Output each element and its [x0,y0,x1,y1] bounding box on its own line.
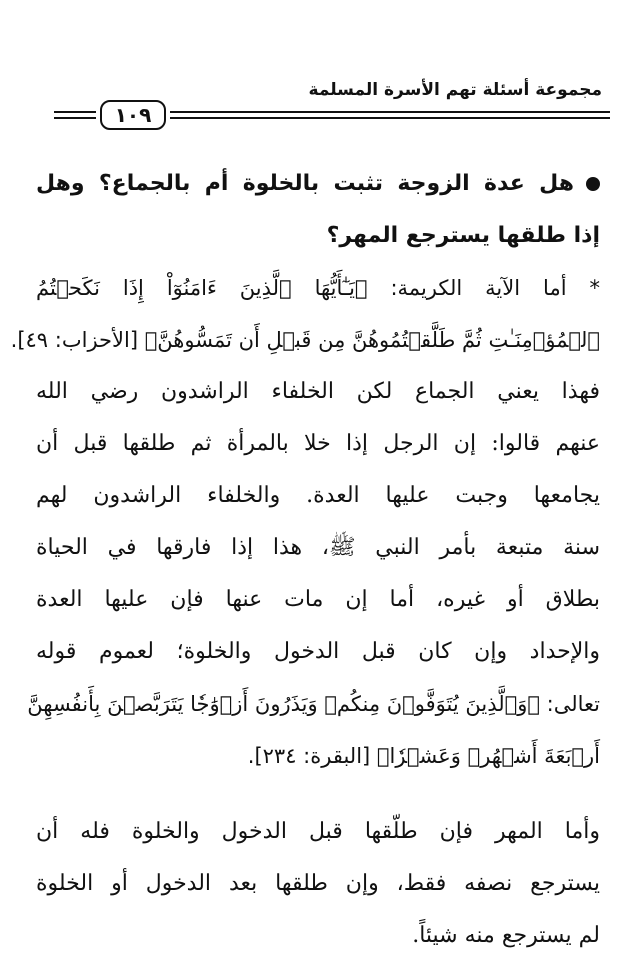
bullet-icon [586,177,600,191]
answer-line: بطلاق أو غيره، أما إن مات عنها فإن عليها العدة [36,587,600,612]
answer-line: يسترجع نصفه فقط، وإن طلقها بعد الدخول أو الخلوة [36,871,600,896]
page-body [10,158,600,962]
paragraph-gap [36,782,600,806]
running-header-title: مجموعة أسئلة تهم الأسرة المسلمة [308,80,602,100]
answer-line: لم يسترجع منه شيئاً. [412,923,600,948]
header-double-rule-left [54,111,96,119]
answer-line: وأما المهر فإن طلّقها قبل الدخول والخلوة فله أن [36,819,600,844]
answer-line: * أما الآية الكريمة: ﴿يَـٰٓأَيُّهَا ٱلَّذِينَ ءَامَنُوٓاْ إِذَا نَكَحۡتُمُ [36,276,600,300]
answer-line: أَرۡبَعَةَ أَشۡهُرٖ وَعَشۡرٗا﴾ [البقرة: ٢٣٤]. [247,744,600,768]
header-double-rule [170,111,610,119]
answer-line: ٱلۡمُؤۡمِنَـٰتِ ثُمَّ طَلَّقۡتُمُوهُنَّ مِن قَبۡلِ أَن تَمَسُّوهُنَّ﴾ [الأحزاب: ٤٩]. [10,328,600,352]
answer-line: عنهم قالوا: إن الرجل إذا خلا بالمرأة ثم طلقها قبل أن [36,431,600,456]
page-number: ١٠٩ [100,100,166,130]
answer-line: يجامعها وجبت عليها العدة. والخلفاء الراشدون لهم [36,483,600,508]
answer-line: فهذا يعني الجماع لكن الخلفاء الراشدون رضي الله [36,379,600,404]
question-text: هل عدة الزوجة تثبت بالخلوة أم بالجماع؟ وهل [36,171,574,196]
answer-line: سنة متبعة بأمر النبي ﷺ، هذا إذا فارقها في الحياة [36,535,600,560]
question-line [36,158,600,210]
answer-line: والإحداد وإن كان قبل الدخول والخلوة؛ لعموم قوله [36,639,600,664]
question-line: إذا طلقها يسترجع المهر؟ [326,223,600,248]
answer-line: تعالى: ﴿وَٱلَّذِينَ يُتَوَفَّوۡنَ مِنكُمۡ وَيَذَرُونَ أَزۡوَٰجٗا يَتَرَبَّصۡنَ بِأَنفُسِهِنَّ [27,692,600,716]
